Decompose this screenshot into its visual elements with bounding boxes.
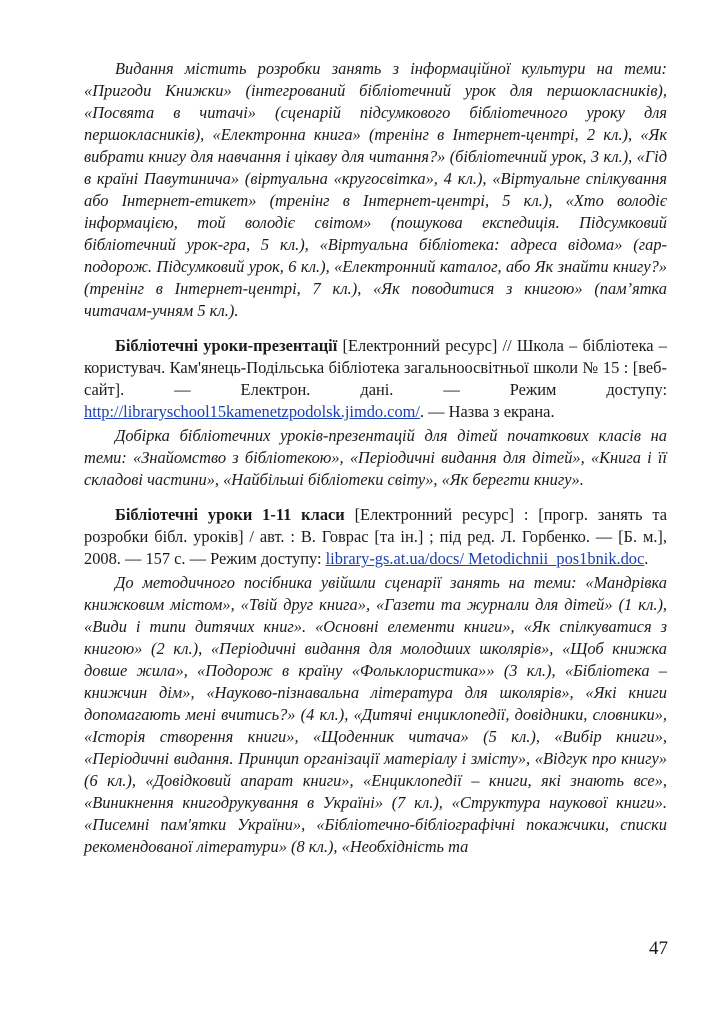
bibliographic-entry-2 [84,335,667,423]
entry-description-3: [Електронний ресурс] : [прогр. занять та розробки бібл. уроків] / авт. : В. Говрас [та ін.] ; під ред. Л. Горбенко. — [Б. м.], 2008. — 157 с. — Режим доступу: [84,505,667,568]
entry-link-3[interactable]: library-gs.at.ua/docs/ Metodichnii_pos1bnik.doc [325,549,645,568]
entry-description-end-3: . [644,549,649,568]
entry-annotation-2: Добірка бібліотечних уроків-презентацій для дітей початкових класів на теми: «Знайомство з бібліотекою», «Періодичні видання для дітей», «Книга і її складові частини», «Найбільші бібліотеки світу», «Як берегти книгу». [84,426,667,489]
bibliographic-entry-3 [84,504,667,570]
page-number: 47 [649,938,668,959]
entry-annotation-3: До методичного посібника увійшли сценарії занять на теми: «Мандрівка книжковим містом», «Твій друг книга», «Газети та журнали для дітей» (1 кл.), «Види і типи дитячих книг». «Основні елементи книги», «Як спілкуватися з книгою» (2 кл.), «Періодичні видання для молодших школярів», «Щоб книжка довше жила», «Подорож в країну «Фольклористика»» (3 кл.), «Бібліотека – книжчин дім», «Науково-пізнавальна література для школярів», «Які книги допомагають мені вчитись?» (4 кл.), «Дитячі енциклопедії, довідники, словники», «Історія створення книги», «Щоденник читача» (5 кл.), «Вибір книги», «Періодичні видання. Принцип організації матеріалу і змісту», «Відгук про книгу» (6 кл.), «Довідковий апарат книги», «Енциклопедії – книги, які знають все», «Виникнення книгодрукування в Україні» (7 кл.), «Структура наукової книги». «Писемні пам'ятки України», «Бібліотечно-бібліографічні покажчики, списки рекомендованої літератури» (8 кл.), «Необхідність та [84,573,667,856]
document-body [84,58,667,858]
entry-title-3: Бібліотечні уроки 1-11 класи [115,505,345,524]
entry-description-end-2: . — Назва з екрана. [419,402,555,421]
entry-annotation-1: Видання містить розробки занять з інформаційної культури на теми: «Пригоди Книжки» (інтегрований бібліотечний урок для першокласників), «Посвята в читачі» (сценарій підсумкового бібліотечного уроку для першокласників), «Електронна книга» (тренінг в Інтернет-центрі, 2 кл.), «Як вибрати книгу для навчання і цікаву для читання?» (бібліотечний урок, 3 кл.), «Гід в країні Павутинича» (віртуальна «кругосвітка», 4 кл.), «Віртуальне спілкування або Інтернет-етикет» (тренінг в Інтернет-центрі, 5 кл.), «Хто володіє інформацією, той володіє світом» (пошукова експедиція. Підсумковий бібліотечний урок-гра, 5 кл.), «Віртуальна бібліотека: адреса відома» (гар-подорож. Підсумковий урок, 6 кл.), «Електронний каталог, або Як знайти книгу?» (тренінг в Інтернет-центрі, 7 кл.), «Як поводитися з книгою» (пам’ятка читачам-учням 5 кл.). [84,59,667,320]
entry-description-2: [Електронний ресурс] // Школа – бібліотека – користувач. Кам'янець-Подільська бібліотека загальноосвітньої школи № 15 : [веб-сайт]. — Електрон. дані. — Режим доступу: [84,336,667,399]
entry-title-2: Бібліотечні уроки-презентації [115,336,338,355]
entry-link-2[interactable]: http://libraryschool15kamenetzpodolsk.jimdo.com/ [84,402,420,421]
